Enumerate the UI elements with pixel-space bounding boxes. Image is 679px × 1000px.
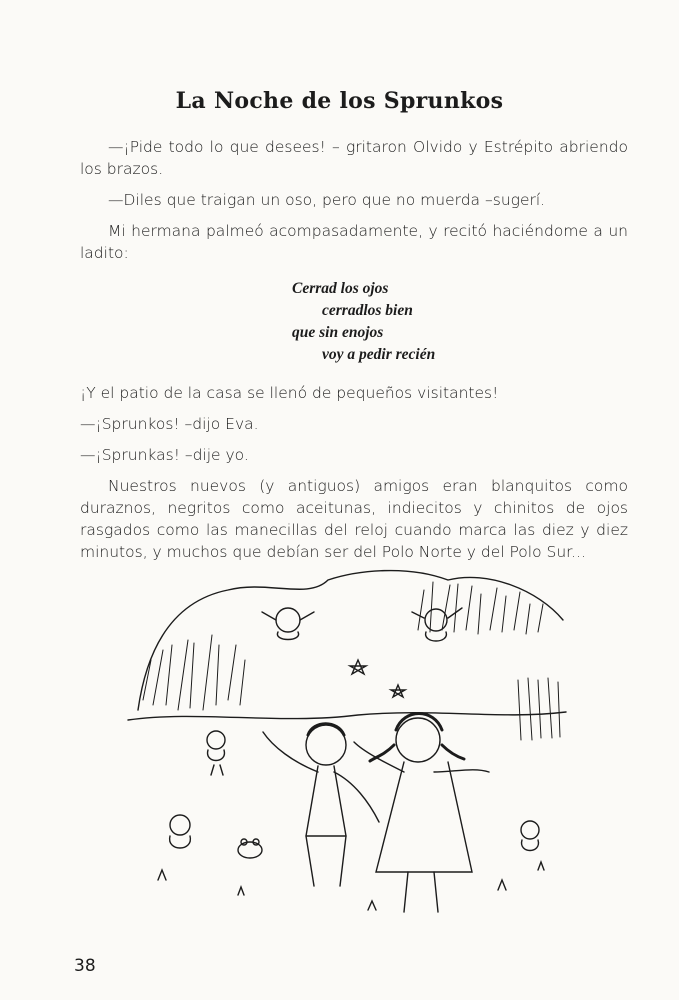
children-garden-illustration: [118, 560, 570, 930]
paragraph-5: —¡Sprunkos! –dijo Eva.: [80, 415, 259, 433]
paragraph-2: —Diles que traigan un oso, pero que no muerda –sugerí.: [108, 191, 546, 209]
paragraph-4: ¡Y el patio de la casa se llenó de pequeños visitantes!: [80, 384, 499, 402]
poem: [292, 278, 628, 366]
chapter-title: La Noche de los Sprunkos: [175, 88, 504, 114]
paragraph-3: Mi hermana palmeó acompasadamente, y recitó haciéndome a un ladito:: [80, 222, 628, 262]
poem-line-4: voy a pedir recién: [322, 346, 436, 363]
poem-line-2: cerradlos bien: [322, 302, 413, 319]
paragraph-7: Nuestros nuevos (y antiguos) amigos eran blanquitos como duraznos, negritos como aceitunas, indiecitos y chinitos de ojos rasgados como las manecillas del reloj cuando marca las diez y diez minutos, y muchos que debían ser del Polo Norte y del Polo Sur...: [80, 477, 628, 561]
paragraph-6: —¡Sprunkas! –dije yo.: [80, 446, 249, 464]
story-text: [80, 136, 628, 572]
page-number: 38: [74, 956, 96, 976]
paragraph-1: —¡Pide todo lo que desees! – gritaron Olvido y Estrépito abriendo los brazos.: [80, 138, 628, 178]
poem-line-3: que sin enojos: [292, 324, 384, 341]
poem-line-1: Cerrad los ojos: [292, 280, 389, 297]
